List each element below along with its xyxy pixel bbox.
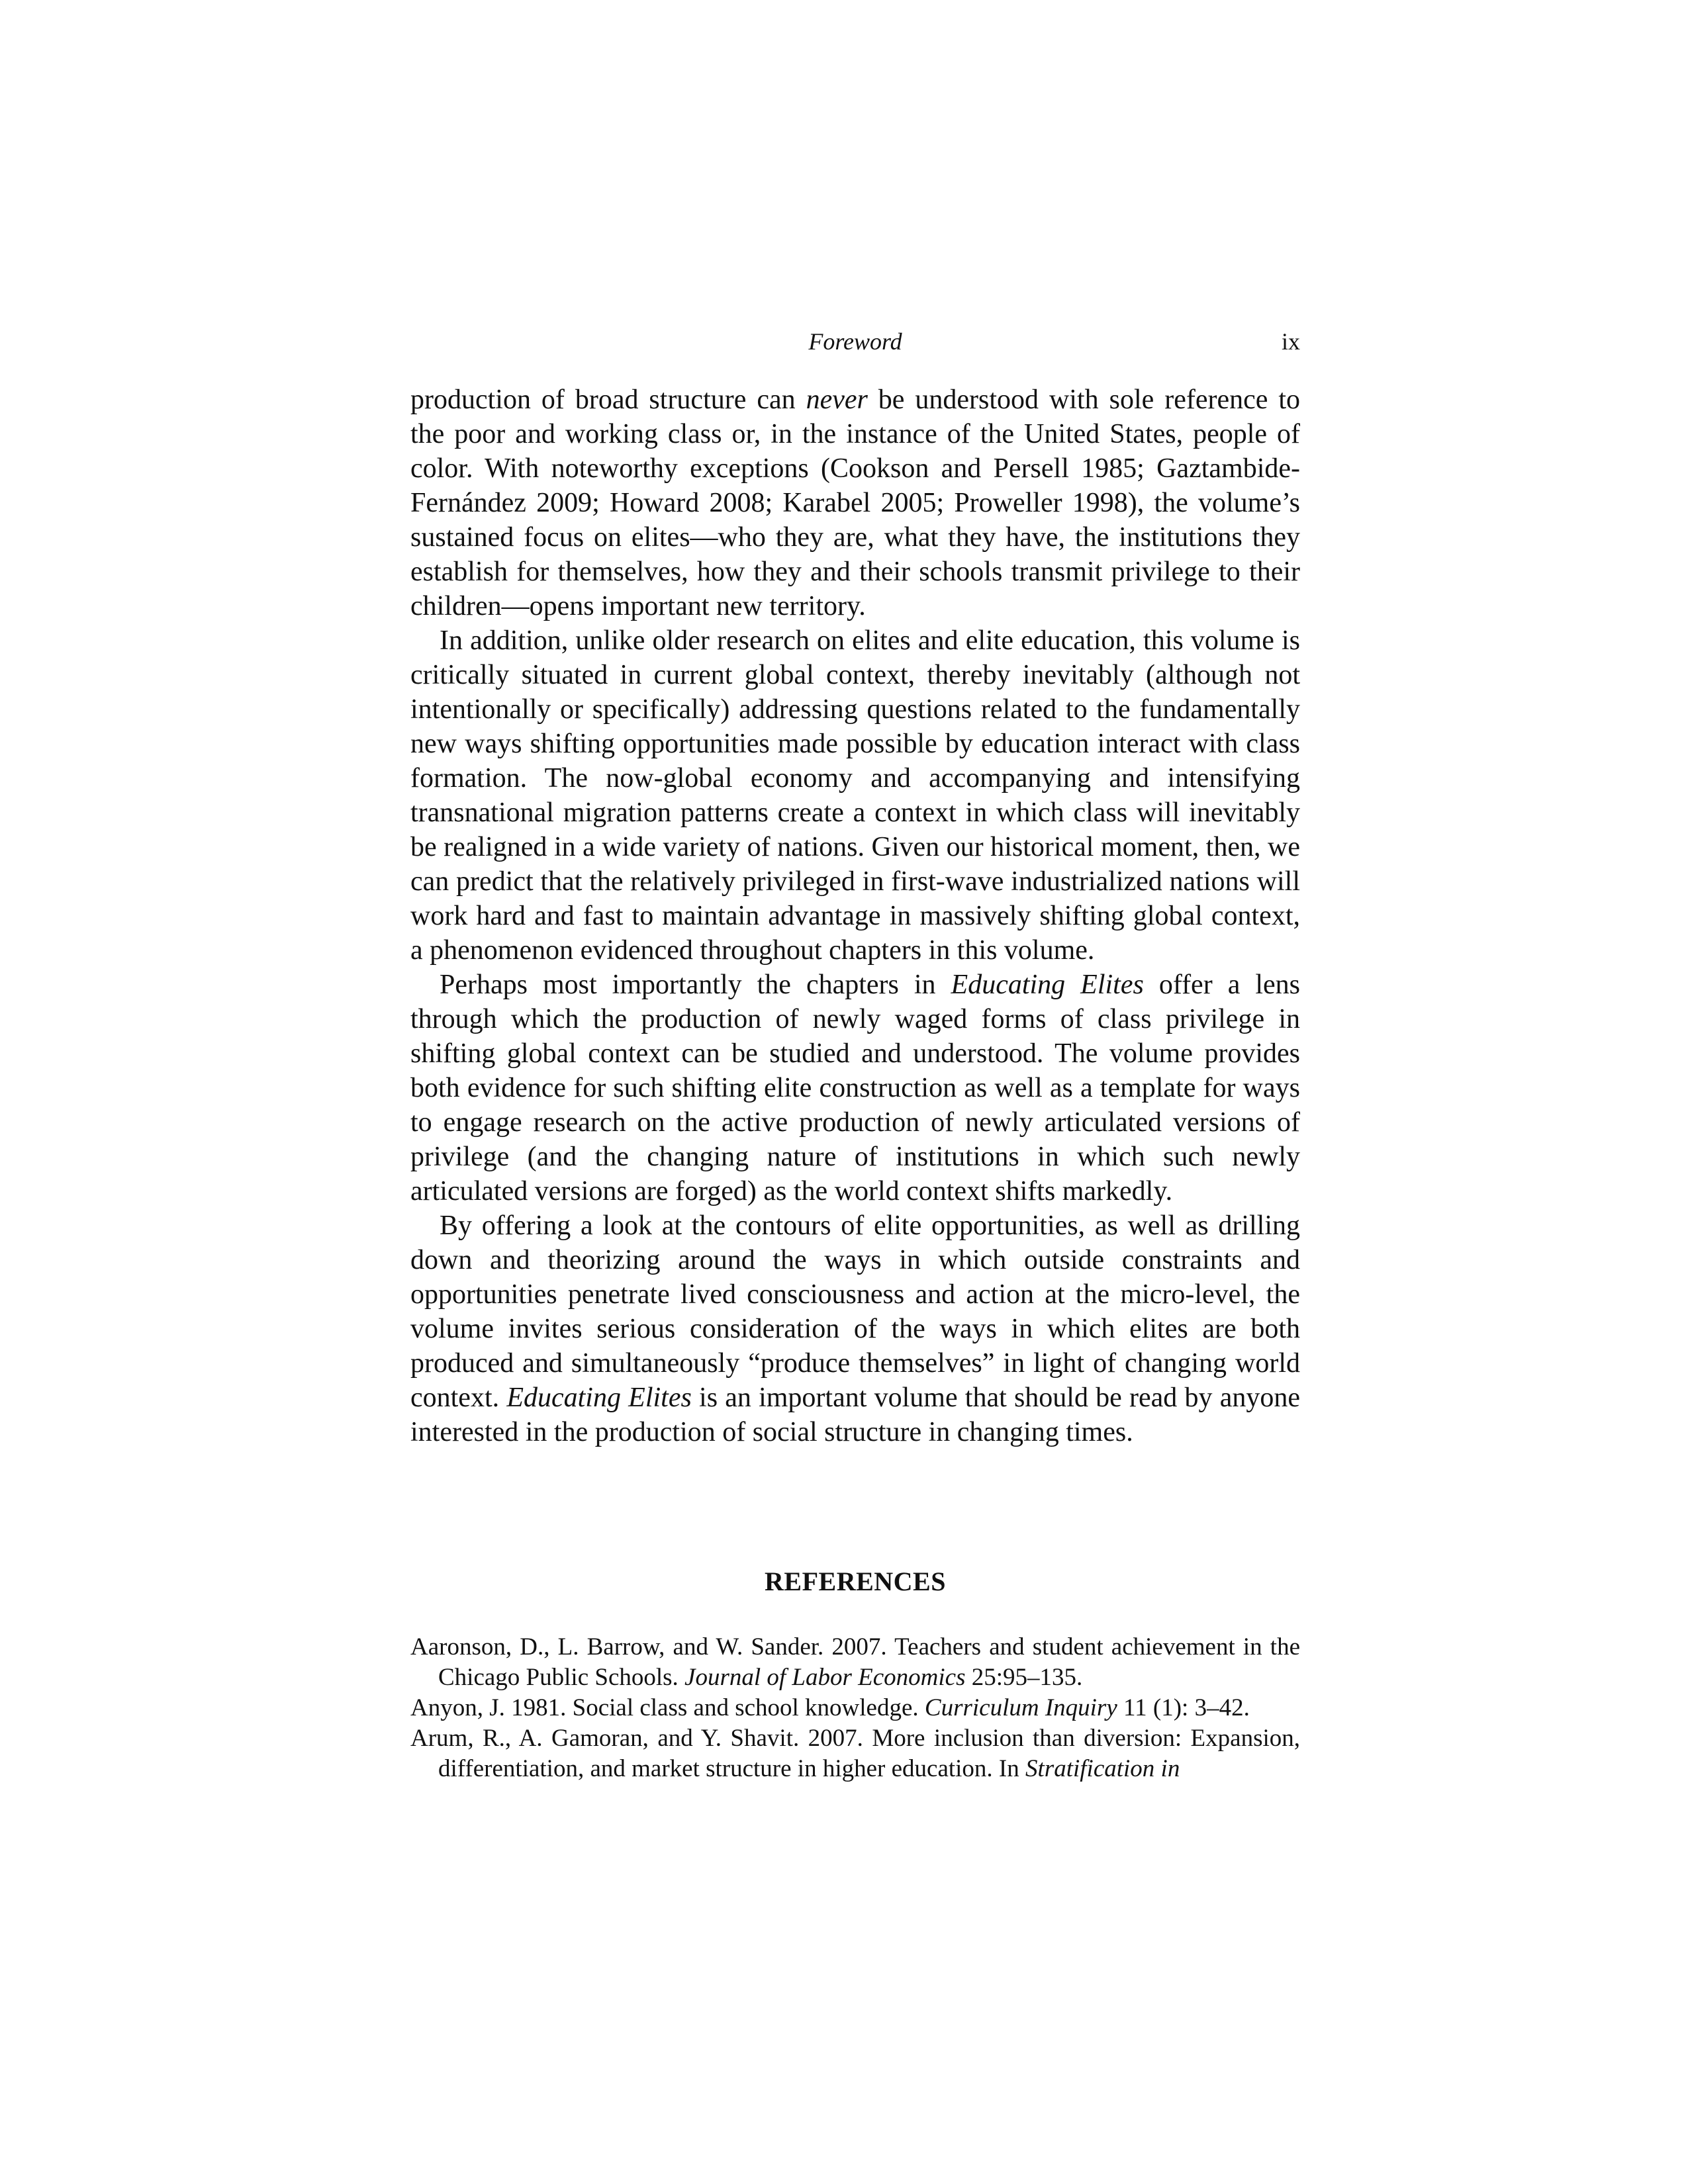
- paragraph-3: [410, 968, 1300, 1208]
- reference-journal: Journal of Labor Economics: [684, 1664, 966, 1691]
- reference-entry: [410, 1693, 1300, 1723]
- reference-entry: [410, 1632, 1300, 1693]
- book-title-educating-elites: Educating Elites: [506, 1383, 692, 1413]
- reference-text: Anyon, J. 1981. Social class and school knowledge.: [410, 1694, 925, 1721]
- paragraph-1: [410, 383, 1300, 623]
- references-heading: REFERENCES: [765, 1567, 946, 1596]
- paragraph-1-text-continued: be understood with sole reference to the poor and working class or, in the instance of the United States, people of color. With noteworthy exceptions (Cookson and Persell 1985; Gaztambide-Fernández 2009; Howard 2008; Karabel 2005; Proweller 1998), the volume’s sustained focus on elites—who they are, what they have, the institutions they establish for themselves, how they and their schools transmit privilege to their children—opens important new territory.: [410, 385, 1300, 621]
- paragraph-4: [410, 1208, 1300, 1449]
- reference-list: [410, 1632, 1300, 1784]
- reference-book-title: Stratification in: [1025, 1755, 1180, 1782]
- paragraph-4-text: By offering a look at the contours of elite opportunities, as well as drilling down and theorizing around the ways in which outside constraints and opportunities penetrate lived consciousness and action at the micro-level, the volume invites serious consideration of the ways in which elites are both produced and simultaneously “produce themselves” in light of changing world context.: [410, 1210, 1300, 1413]
- reference-text-end: 11 (1): 3–42.: [1117, 1694, 1250, 1721]
- reference-journal: Curriculum Inquiry: [924, 1694, 1117, 1721]
- emphasis-never: never: [806, 385, 868, 415]
- paragraph-2: In addition, unlike older research on elites and elite education, this volume is critically situated in current global context, thereby inevitably (although not intentionally or specifically) addressing questions related to the fundamentally new ways shifting opportunities made possible by education interact with class formation. The now-global economy and accompanying and intensifying transnational migration patterns create a context in which class will inevitably be realigned in a wide variety of nations. Given our historical moment, then, we can predict that the relatively privileged in first-wave industrialized nations will work hard and fast to maintain advantage in massively shifting global context, a phenomenon evidenced throughout chapters in this volume.: [410, 625, 1300, 966]
- paragraph-1-text: production of broad structure can: [410, 385, 806, 415]
- page-number: ix: [1281, 328, 1300, 355]
- paragraph-3-text-continued: offer a lens through which the production of newly waged forms of class privilege in shifting global context can be studied and understood. The volume provides both evidence for such shifting elite construction as well as a template for ways to engage research on the active production of newly articulated versions of privilege (and the changing nature of institutions in which such newly articulated versions are forged) as the world context shifts markedly.: [410, 970, 1300, 1206]
- running-head: [410, 323, 1300, 360]
- reference-text: Arum, R., A. Gamoran, and Y. Shavit. 2007. More inclusion than diversion: Expansion, differentiation, and market structure in higher education. In: [410, 1725, 1300, 1782]
- reference-entry: [410, 1723, 1300, 1784]
- body-text: [410, 383, 1300, 1449]
- paragraph-4-text-continued: is an important volume that should be read by anyone interested in the production of social structure in changing times.: [410, 1383, 1300, 1447]
- book-title-educating-elites: Educating Elites: [951, 970, 1144, 1000]
- running-head-title: Foreword: [808, 328, 902, 355]
- reference-text-end: 25:95–135.: [965, 1664, 1083, 1691]
- reference-text: Aaronson, D., L. Barrow, and W. Sander. 2007. Teachers and student achievement in the Chicago Public Schools.: [410, 1633, 1300, 1691]
- paragraph-3-text: Perhaps most importantly the chapters in: [440, 970, 951, 1000]
